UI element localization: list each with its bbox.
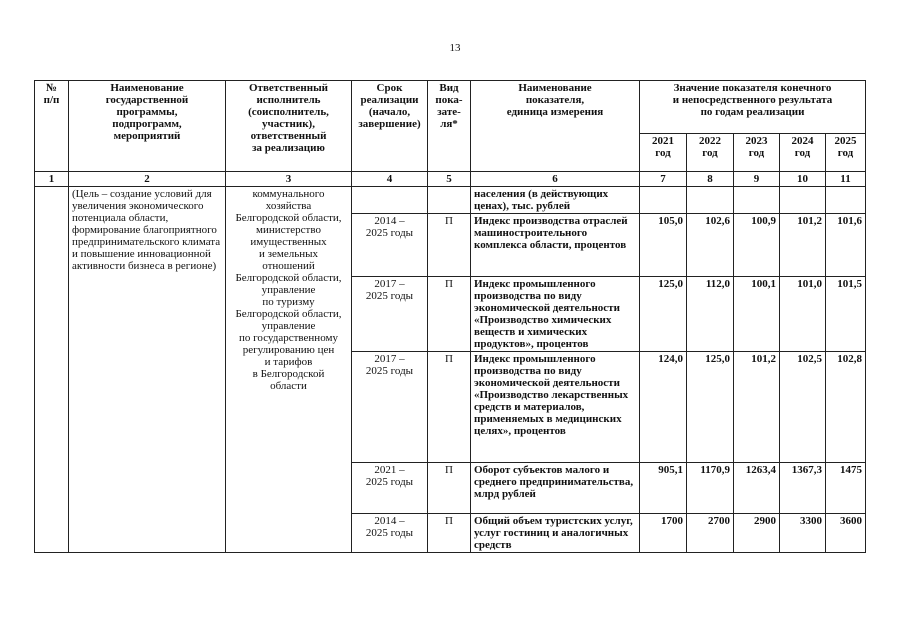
indicator-cell: Индекс промышленного производства по виду экономической деятельности «Производство химических веществ и химических продуктов», процентов xyxy=(471,277,640,352)
header-year-2021: 2021 год xyxy=(640,134,687,172)
type-cell: П xyxy=(428,352,471,463)
value-cell: 100,1 xyxy=(734,277,780,352)
value-cell: 105,0 xyxy=(640,214,687,277)
value-cell: 1367,3 xyxy=(780,463,826,514)
value-cell: 2900 xyxy=(734,514,780,553)
value-cell: 1475 xyxy=(826,463,866,514)
header-col-program: Наименование государственной программы, подпрограмм, мероприятий xyxy=(69,81,226,172)
type-cell: П xyxy=(428,463,471,514)
value-cell xyxy=(640,187,687,214)
value-cell: 1700 xyxy=(640,514,687,553)
indicator-cell: Общий объем туристских услуг, услуг гостиниц и аналогичных средств xyxy=(471,514,640,553)
column-number: 5 xyxy=(428,172,471,187)
header-col-indicator: Наименование показателя, единица измерения xyxy=(471,81,640,172)
period-cell: 2017 – 2025 годы xyxy=(352,352,428,463)
column-number: 10 xyxy=(780,172,826,187)
header-year-2025: 2025 год xyxy=(826,134,866,172)
period-cell: 2014 – 2025 годы xyxy=(352,214,428,277)
value-cell: 102,8 xyxy=(826,352,866,463)
type-cell: П xyxy=(428,214,471,277)
value-cell: 101,5 xyxy=(826,277,866,352)
value-cell: 3300 xyxy=(780,514,826,553)
header-col-period: Срок реализации (начало, завершение) xyxy=(352,81,428,172)
column-numbers-row xyxy=(35,172,866,187)
value-cell: 102,6 xyxy=(687,214,734,277)
period-cell: 2021 – 2025 годы xyxy=(352,463,428,514)
value-cell: 112,0 xyxy=(687,277,734,352)
value-cell xyxy=(687,187,734,214)
value-cell: 101,2 xyxy=(780,214,826,277)
value-cell: 1170,9 xyxy=(687,463,734,514)
header-col-number: № п/п xyxy=(35,81,69,172)
column-number: 3 xyxy=(226,172,352,187)
column-number: 1 xyxy=(35,172,69,187)
value-cell: 1263,4 xyxy=(734,463,780,514)
header-year-2022: 2022 год xyxy=(687,134,734,172)
indicator-cell: Индекс производства отраслей машиностроительного комплекса области, процентов xyxy=(471,214,640,277)
value-cell: 101,0 xyxy=(780,277,826,352)
indicator-cell: населения (в действующих ценах), тыс. рублей xyxy=(471,187,640,214)
value-cell: 102,5 xyxy=(780,352,826,463)
row-number-cell xyxy=(35,187,69,553)
header-year-2023: 2023 год xyxy=(734,134,780,172)
value-cell: 124,0 xyxy=(640,352,687,463)
value-cell xyxy=(734,187,780,214)
value-cell: 101,2 xyxy=(734,352,780,463)
header-col-executor: Ответственный исполнитель (соисполнитель, участник), ответственный за реализацию xyxy=(226,81,352,172)
type-cell xyxy=(428,187,471,214)
value-cell: 101,6 xyxy=(826,214,866,277)
column-number: 6 xyxy=(471,172,640,187)
column-number: 4 xyxy=(352,172,428,187)
value-cell xyxy=(780,187,826,214)
value-cell: 2700 xyxy=(687,514,734,553)
type-cell: П xyxy=(428,514,471,553)
indicator-cell: Оборот субъектов малого и среднего предпринимательства, млрд рублей xyxy=(471,463,640,514)
column-number: 11 xyxy=(826,172,866,187)
executor-cell: коммунального хозяйства Белгородской области, министерство имущественных и земельных отношений Белгородской области, управление по туризму Белгородской области, управление по государственному регулированию цен и тарифов в Белгородской области xyxy=(226,187,352,553)
page-number: 13 xyxy=(449,42,461,54)
header-col-values: Значение показателя конечного и непосредственного результата по годам реализации xyxy=(640,81,866,134)
value-cell: 100,9 xyxy=(734,214,780,277)
column-number: 8 xyxy=(687,172,734,187)
program-cell: (Цель – создание условий для увеличения экономического потенциала области, формирование благоприятного предпринимательского климата и повышение инновационной активности бизнеса в регионе) xyxy=(69,187,226,553)
indicator-cell: Индекс промышленного производства по виду экономической деятельности «Производство лекарственных средств и материалов, применяемых в медицинских целях», процентов xyxy=(471,352,640,463)
value-cell: 125,0 xyxy=(640,277,687,352)
header-row xyxy=(35,81,866,134)
value-cell xyxy=(826,187,866,214)
value-cell: 125,0 xyxy=(687,352,734,463)
period-cell: 2017 – 2025 годы xyxy=(352,277,428,352)
period-cell: 2014 – 2025 годы xyxy=(352,514,428,553)
value-cell: 3600 xyxy=(826,514,866,553)
indicators-table xyxy=(34,80,866,553)
type-cell: П xyxy=(428,277,471,352)
period-cell xyxy=(352,187,428,214)
value-cell: 905,1 xyxy=(640,463,687,514)
table-row xyxy=(35,187,866,214)
column-number: 9 xyxy=(734,172,780,187)
column-number: 7 xyxy=(640,172,687,187)
header-col-type: Вид пока- зате- ля* xyxy=(428,81,471,172)
header-year-2024: 2024 год xyxy=(780,134,826,172)
column-number: 2 xyxy=(69,172,226,187)
